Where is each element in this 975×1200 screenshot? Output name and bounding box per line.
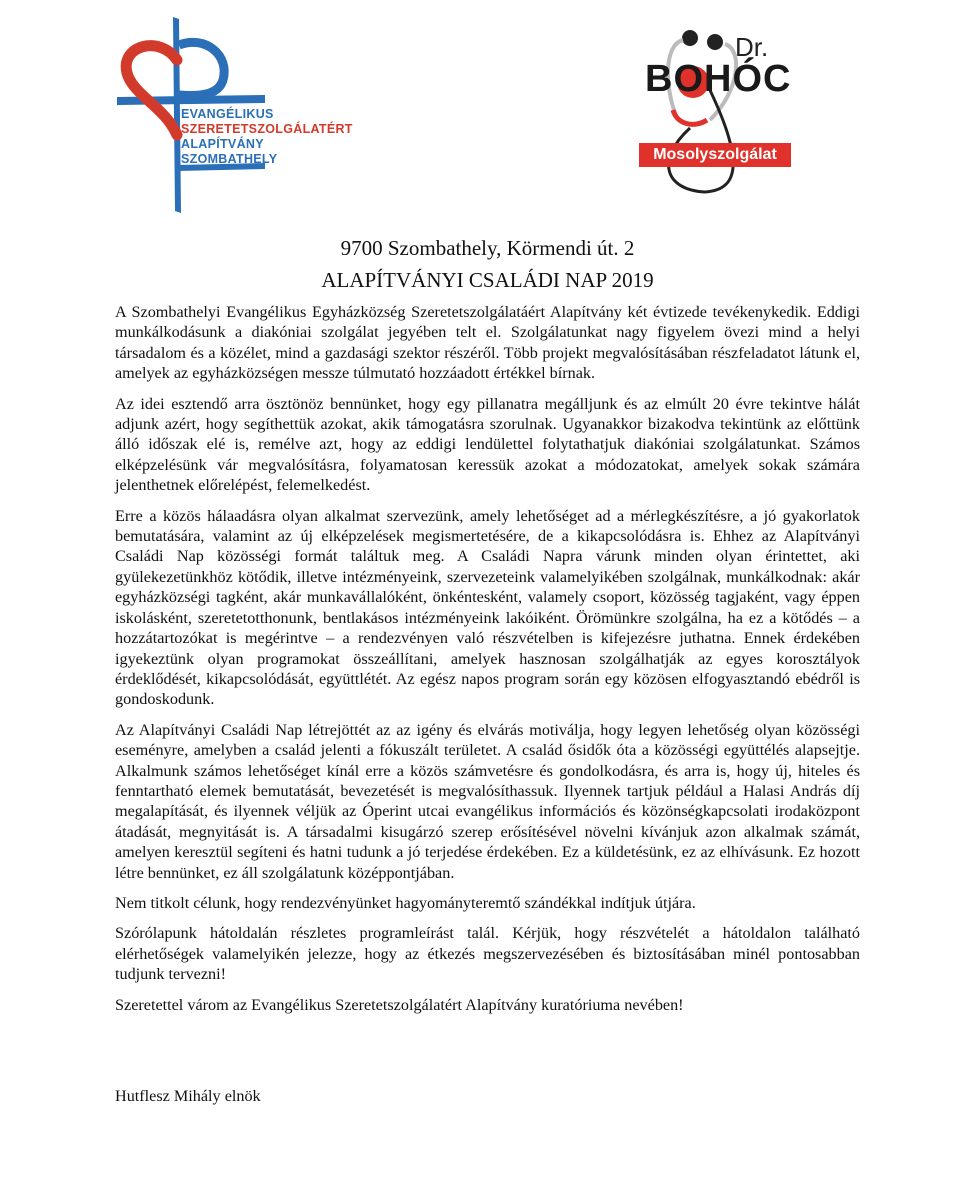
logo-name: BOHÓC <box>645 58 792 100</box>
logo-line-4: SZOMBATHELY <box>181 152 278 166</box>
logo-text <box>181 107 353 167</box>
paragraph: Nem titkolt célunk, hogy rendezvényünket hagyományteremtő szándékkal indítjuk útjára. <box>115 893 696 912</box>
logo-line-3: ALAPÍTVÁNY <box>181 137 264 151</box>
evangelical-foundation-logo <box>115 15 375 215</box>
logo-banner: Mosolyszolgálat <box>639 143 791 167</box>
document-title: ALAPÍTVÁNYI CSALÁDI NAP 2019 <box>321 268 654 292</box>
paragraph: Szeretettel várom az Evangélikus Szeretetszolgálatért Alapítvány kuratóriuma nevében! <box>115 995 684 1014</box>
address: 9700 Szombathely, Körmendi út. 2 <box>340 236 635 260</box>
paragraph: Az idei esztendő arra ösztönöz bennünket, hogy egy pillanatra megálljunk és az elmúlt 20 évre tekintve hálát adjunk azért, hogy segíthettük azokat, akik támogatásra szorulnak. Ugyanakkor bizakodva tekintünk az előttünk álló időszak elé is, remélve azt, hogy az eddigi lendülettel folytathatjuk diakóniai szolgálatunkat. Számos elképzelésünk vár megvalósításra, folyamatosan keressük azokat a módozatokat, amelyek sokak számára jelenthetnek előrelépést, felemelkedést. <box>115 394 860 495</box>
stethoscope-icon <box>615 20 815 200</box>
dr-bohoc-logo <box>615 20 815 200</box>
letter-body <box>115 302 860 1025</box>
paragraph: Az Alapítványi Családi Nap létrejöttét az az igény és elvárás motiválja, hogy legyen lehetőség olyan közösségi eseményre, amelyben a család jelenti a fókuszált területet. A család ősidők óta a közösségi együttélés alapsejtje. Alkalmunk számos lehetőséget kínál erre a közös számvetésre és gondolkodásra, és arra is, hogy új, hiteles és fenntartható elemek bemutatását, bevezetését is megvalósíthassuk. Ilyennek tartjuk például a Halasi András díj megalapítását, és ilyennek véljük az Óperint utcai evangélikus információs és közönségkapcsolati irodaközpont átadását, megnyitását is. A társadalmi kisugárzó szerep erősítésével növelni kívánjuk azon alkalmak számát, amelyen keresztül segíteni és hatni tudunk a jó terjedése érdekében. Ez a küldetésünk, ez az elhívásunk. Ez hozott létre bennünket, ez áll szolgálatunk középpontjában. <box>115 720 860 882</box>
logo-line-1: EVANGÉLIKUS <box>181 107 274 121</box>
logo-prefix: Dr. <box>735 32 769 62</box>
signature: Hutflesz Mihály elnök <box>115 1087 261 1105</box>
logo-line-2: SZERETETSZOLGÁLATÉRT <box>181 122 353 136</box>
paragraph: A Szombathelyi Evangélikus Egyházközség Szeretetszolgálatáért Alapítvány két évtizede tevékenykedik. Eddigi munkálkodásunk a diakóniai szolgálat jegyében telt el. Szolgálatunkat nagy figyelem övezi mind a helyi társadalom és a közélet, mind a gazdasági szektor részéről. Több projekt megvalósításában részfeladatot látunk el, amelyek az egyházközségen messze túlmutató hozzáadott értékkel bírnak. <box>115 303 860 383</box>
paragraph: Szórólapunk hátoldalán részletes programleírást talál. Kérjük, hogy részvételét a hátoldalon található elérhetőségek valamelyikén jelezze, hogy az étkezés megszervezésében és biztosításában minél pontosabban tudjunk tervezni! <box>115 924 860 984</box>
paragraph: Erre a közös hálaadásra olyan alkalmat szervezünk, amely lehetőséget ad a mérlegkészítésre, a jó gyakorlatok bemutatására, valamint az új elképzelések megismertetésére, de a kikapcsolódásra is. Ehhez az Alapítványi Családi Nap közösségi formát találtuk meg. A Családi Napra várunk minden olyan érintettet, aki gyülekezetünkhöz kötődik, illetve intézményeink, szervezeteink valamelyikében szolgálnak, munkálkodnak: akár egyházközségi tagként, akár munkavállalóként, önkéntesként, valamely csoport, közösség tagjaként, vagy éppen iskolásként, szeretetotthonunk, bentlakásos intézményeink lakóiként. Örömünkre szolgálna, ha ez a kötődés – a hozzátartozókat is megérintve – a rendezvényen való részvételben is kifejezésre juthatna. Ennek érdekében igyekeztünk olyan programokat összeállítani, amelyek hasznosan szolgálhatják az egyes korosztályok érdeklődését, kikapcsolódását, együttlétét. Az egész napos program során egy közösen elfogyasztandó ebédről is gondoskodunk. <box>115 506 860 709</box>
